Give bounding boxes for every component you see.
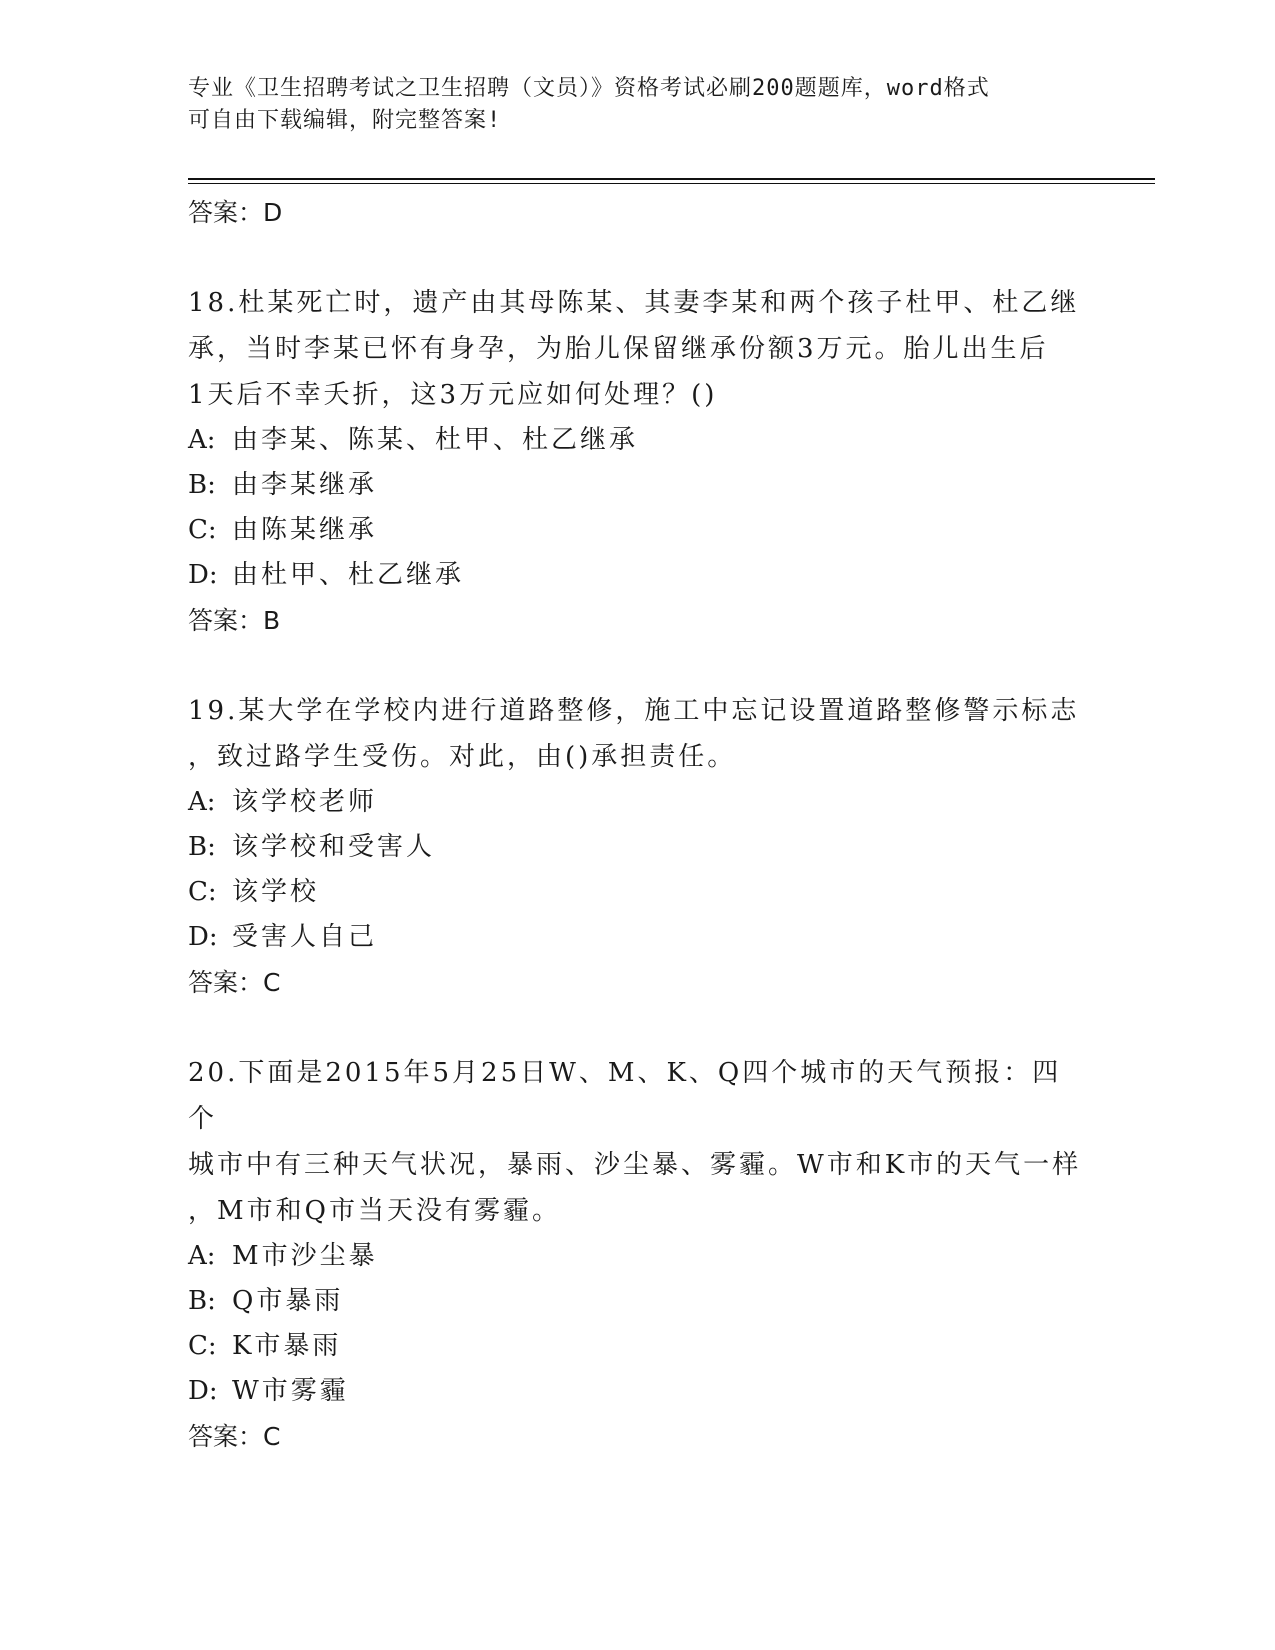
answer: 答案：B xyxy=(188,606,281,635)
option-d: D: W市雾霾 xyxy=(188,1376,349,1406)
option-c: C: 该学校 xyxy=(188,877,320,907)
question-line: 20.下面是2015年5月25日W、M、K、Q四个城市的天气预报：四个 xyxy=(188,1058,1062,1134)
header-divider-thick xyxy=(188,178,1155,180)
question-20 xyxy=(188,1050,1088,1459)
header-line-2: 可自由下载编辑，附完整答案! xyxy=(188,108,502,133)
option-c: C: 由陈某继承 xyxy=(188,515,378,545)
question-19 xyxy=(188,688,1088,1005)
question-line: 18.杜某死亡时，遗产由其母陈某、其妻李某和两个孩子杜甲、杜乙继 xyxy=(188,288,1080,318)
question-line: 1天后不幸夭折，这3万元应如何处理？() xyxy=(188,380,718,410)
option-d: D: 受害人自己 xyxy=(188,922,378,952)
question-line: ，致过路学生受伤。对此，由()承担责任。 xyxy=(188,742,737,772)
header-line-1: 专业《卫生招聘考试之卫生招聘（文员）》资格考试必刷200题题库，word格式 xyxy=(188,76,990,101)
question-line: ，M市和Q市当天没有雾霾。 xyxy=(188,1196,561,1226)
page-header xyxy=(188,73,1088,137)
option-a: A: 该学校老师 xyxy=(188,787,378,817)
option-a: A: M市沙尘暴 xyxy=(188,1241,378,1271)
option-a: A: 由李某、陈某、杜甲、杜乙继承 xyxy=(188,425,639,455)
option-b: B: Q市暴雨 xyxy=(188,1286,344,1316)
previous-answer: 答案：D xyxy=(188,198,283,227)
question-18 xyxy=(188,280,1088,643)
option-c: C: K市暴雨 xyxy=(188,1331,342,1361)
answer: 答案：C xyxy=(188,1422,281,1451)
header-divider-thin xyxy=(188,183,1155,184)
question-line: 19.某大学在学校内进行道路整修，施工中忘记设置道路整修警示标志 xyxy=(188,696,1080,726)
option-b: B: 该学校和受害人 xyxy=(188,832,436,862)
document-body xyxy=(188,190,1088,1459)
question-line: 承，当时李某已怀有身孕，为胎儿保留继承份额3万元。胎儿出生后 xyxy=(188,334,1049,364)
question-line: 城市中有三种天气状况，暴雨、沙尘暴、雾霾。W市和K市的天气一样 xyxy=(188,1150,1082,1180)
option-b: B: 由李某继承 xyxy=(188,470,378,500)
option-d: D: 由杜甲、杜乙继承 xyxy=(188,560,465,590)
answer: 答案：C xyxy=(188,968,281,997)
